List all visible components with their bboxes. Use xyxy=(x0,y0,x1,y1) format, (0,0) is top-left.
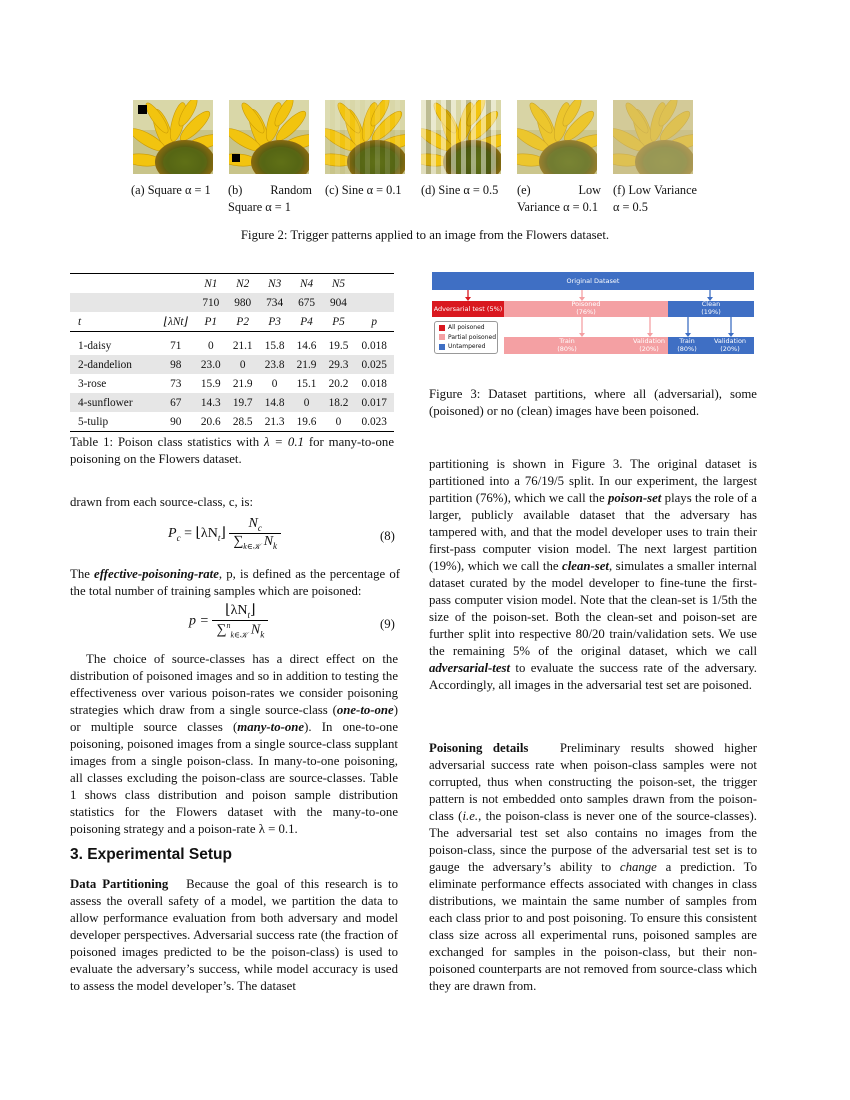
table-row: 4-sunflower 67 14.3 19.7 14.8 0 18.2 0.017 xyxy=(70,393,394,412)
table-row xyxy=(70,293,394,312)
trigger-image-sine-05 xyxy=(421,100,501,174)
paragraph-partitioning: partitioning is shown in Figure 3. The original dataset is partitioned into a 76/19/5 split. In our experiment, the largest partition (76%), which we call the poison-set plays the role of a larger, publicly available dataset that the adversary has tampered with, and that the model developer uses to train their first-pass computer vision model. The next largest partition (19%), which we call the clean-set, simulates a smaller internal dataset curated by the model developer to fine-tune the first-pass computer vision model. Note that the clean-set is 1/5th the size of the poison-set. Both the clean-set and poison-set are further split into respective 80/20 train/validation sets. We use the remaining 5% of the original dataset, which we call adversarial-test to evaluate the success rate of the adversary. Accordingly, all images in the adversarial test set are poisoned. xyxy=(429,457,757,692)
col-header: P3 xyxy=(259,312,291,332)
caption-c: (c) Sine α = 0.1 xyxy=(325,183,402,197)
original-dataset-bar: Original Dataset xyxy=(432,272,754,290)
poison-stats-table xyxy=(70,273,394,432)
figure2-title: Figure 2: Trigger patterns applied to an image from the Flowers dataset. xyxy=(240,228,610,242)
n-header: N5 xyxy=(323,274,355,294)
figure3-caption: Figure 3: Dataset partitions, where all (adversarial), some (poisoned) or no (clean) images have been poisoned. xyxy=(429,387,757,418)
col-header: P2 xyxy=(227,312,259,332)
trigger-image-low-variance-05 xyxy=(613,100,693,174)
caption-a: (a) Square α = 1 xyxy=(131,183,211,197)
paragraph-poisoning-details: Poisoning details Preliminary results showed higher adversarial success rate when poison-class samples were not corrupted, thus when constructing the poison-set, the trigger pattern is not embedded onto samples drawn from the poison-class (i.e., the poison-class is never one of the source-classes). The adversarial test set also contains no images from the poison-class, since the purpose of the adversarial test set is to gauge the adversary’s ability to change a prediction. To eliminate performance effects associated with changes in class distributions, we maintain the same number of samples from each class prior to and post poisoning. To ensure this consistent class size across all experimental runs, poisoned samples are exchanged for samples in the poison-class, but their non-poisoned counterparts are not removed from source-class which they are drawn from. xyxy=(429,741,757,993)
trigger-image-low-variance-01 xyxy=(517,100,597,174)
intro-line: drawn from each source-class, c, is: xyxy=(70,495,253,509)
poison-train-bar: Train (80%) xyxy=(504,337,630,354)
caption-e: (e) Low Variance α = 0.1 xyxy=(517,183,601,214)
col-header: P5 xyxy=(323,312,355,332)
col-header: P4 xyxy=(291,312,323,332)
n-header: N3 xyxy=(259,274,291,294)
adversarial-test-bar: Adversarial test (5%) xyxy=(432,301,504,317)
col-header: ⌊λNt⌋ xyxy=(157,312,195,332)
clean-train-bar: Train (80%) xyxy=(668,337,706,354)
paragraph-effective-rate: The effective-poisoning-rate, p, is defined as the percentage of the total number of training samples which are poisoned: xyxy=(70,567,400,598)
clean-bar: Clean (19%) xyxy=(668,301,754,317)
clean-validation-bar: Validation (20%) xyxy=(706,337,754,354)
caption-d: (d) Sine α = 0.5 xyxy=(421,183,499,197)
table-row: 2-dandelion 98 23.0 0 23.8 21.9 29.3 0.025 xyxy=(70,355,394,374)
table1-caption: Table 1: Poison class statistics with λ = 0.1 for many-to-one poisoning on the Flowers dataset. xyxy=(70,435,394,466)
n-value: 710 xyxy=(195,293,227,312)
col-header: P1 xyxy=(195,312,227,332)
table-row: 1-daisy 71 0 21.1 15.8 14.6 19.5 0.018 xyxy=(78,339,387,352)
trigger-image-sine-01 xyxy=(325,100,405,174)
paragraph-data-partitioning: Data Partitioning Because the goal of this research is to assess the overall safety of a model, we partition the data to allow performance evaluation from both adversary and model developer perspectives. Adversarial success rate (the fraction of poisoned images predicted to be the poison-class) is used to evaluate the adversary’s success, while model accuracy is used to assess the model developer’s. The dataset xyxy=(70,877,398,993)
trigger-image-square xyxy=(133,100,213,174)
trigger-image-random-square xyxy=(229,100,309,174)
equation-8: $P_c$ = $⌊\lambda N_t⌋$ $\frac{N_c}{\sum_{k\in 𝒦} N_k}$ xyxy=(168,516,281,552)
n-header: N4 xyxy=(291,274,323,294)
equation-9-label: (9) xyxy=(380,617,395,631)
legend: All poisoned Partial poisoned Untampered xyxy=(434,321,498,354)
poison-validation-bar: Validation (20%) xyxy=(630,337,668,354)
col-header: t xyxy=(70,312,157,332)
table-row xyxy=(70,274,394,294)
paragraph-source-classes: The choice of source-classes has a direct effect on the distribution of poisoned images and so in addition to testing the effectiveness over various poison-rates we consider poisoning strategies which draw from a single source-class (one-to-one) or multiple source classes (many-to-one). In one-to-one poisoning, poisoned images from a single source-class supplant images from a single poison-class. In many-to-one poisoning, all classes excluding the poison-class are source-classes. Table 1 shows class distribution and poison sample distribution statistics for the Flowers dataset with the many-to-one poisoning strategy and a poison-rate λ = 0.1. xyxy=(70,652,398,836)
n-value: 734 xyxy=(259,293,291,312)
n-value: 675 xyxy=(291,293,323,312)
caption-f: (f) Low Variance α = 0.5 xyxy=(613,183,697,214)
n-header: N2 xyxy=(227,274,259,294)
n-header: N1 xyxy=(195,274,227,294)
equation-9: p = $\frac{⌊\lambda N_t⌋}{\sum^n_{k\in 𝒦} N_k}$ xyxy=(189,602,268,640)
n-value: 980 xyxy=(227,293,259,312)
table-row: 3-rose 73 15.9 21.9 0 15.1 20.2 0.018 xyxy=(78,377,387,390)
equation-8-label: (8) xyxy=(380,529,395,543)
section-heading: 3. Experimental Setup xyxy=(70,846,232,863)
caption-b: (b) Random Square α = 1 xyxy=(228,183,312,214)
table-row: 5-tulip 90 20.6 28.5 21.3 19.6 0 0.023 xyxy=(70,412,394,432)
table-header-row xyxy=(70,312,394,332)
dataset-partition-diagram xyxy=(432,272,756,358)
col-header: p xyxy=(354,312,394,332)
poisoned-bar: Poisoned (76%) xyxy=(504,301,668,317)
n-value: 904 xyxy=(323,293,355,312)
